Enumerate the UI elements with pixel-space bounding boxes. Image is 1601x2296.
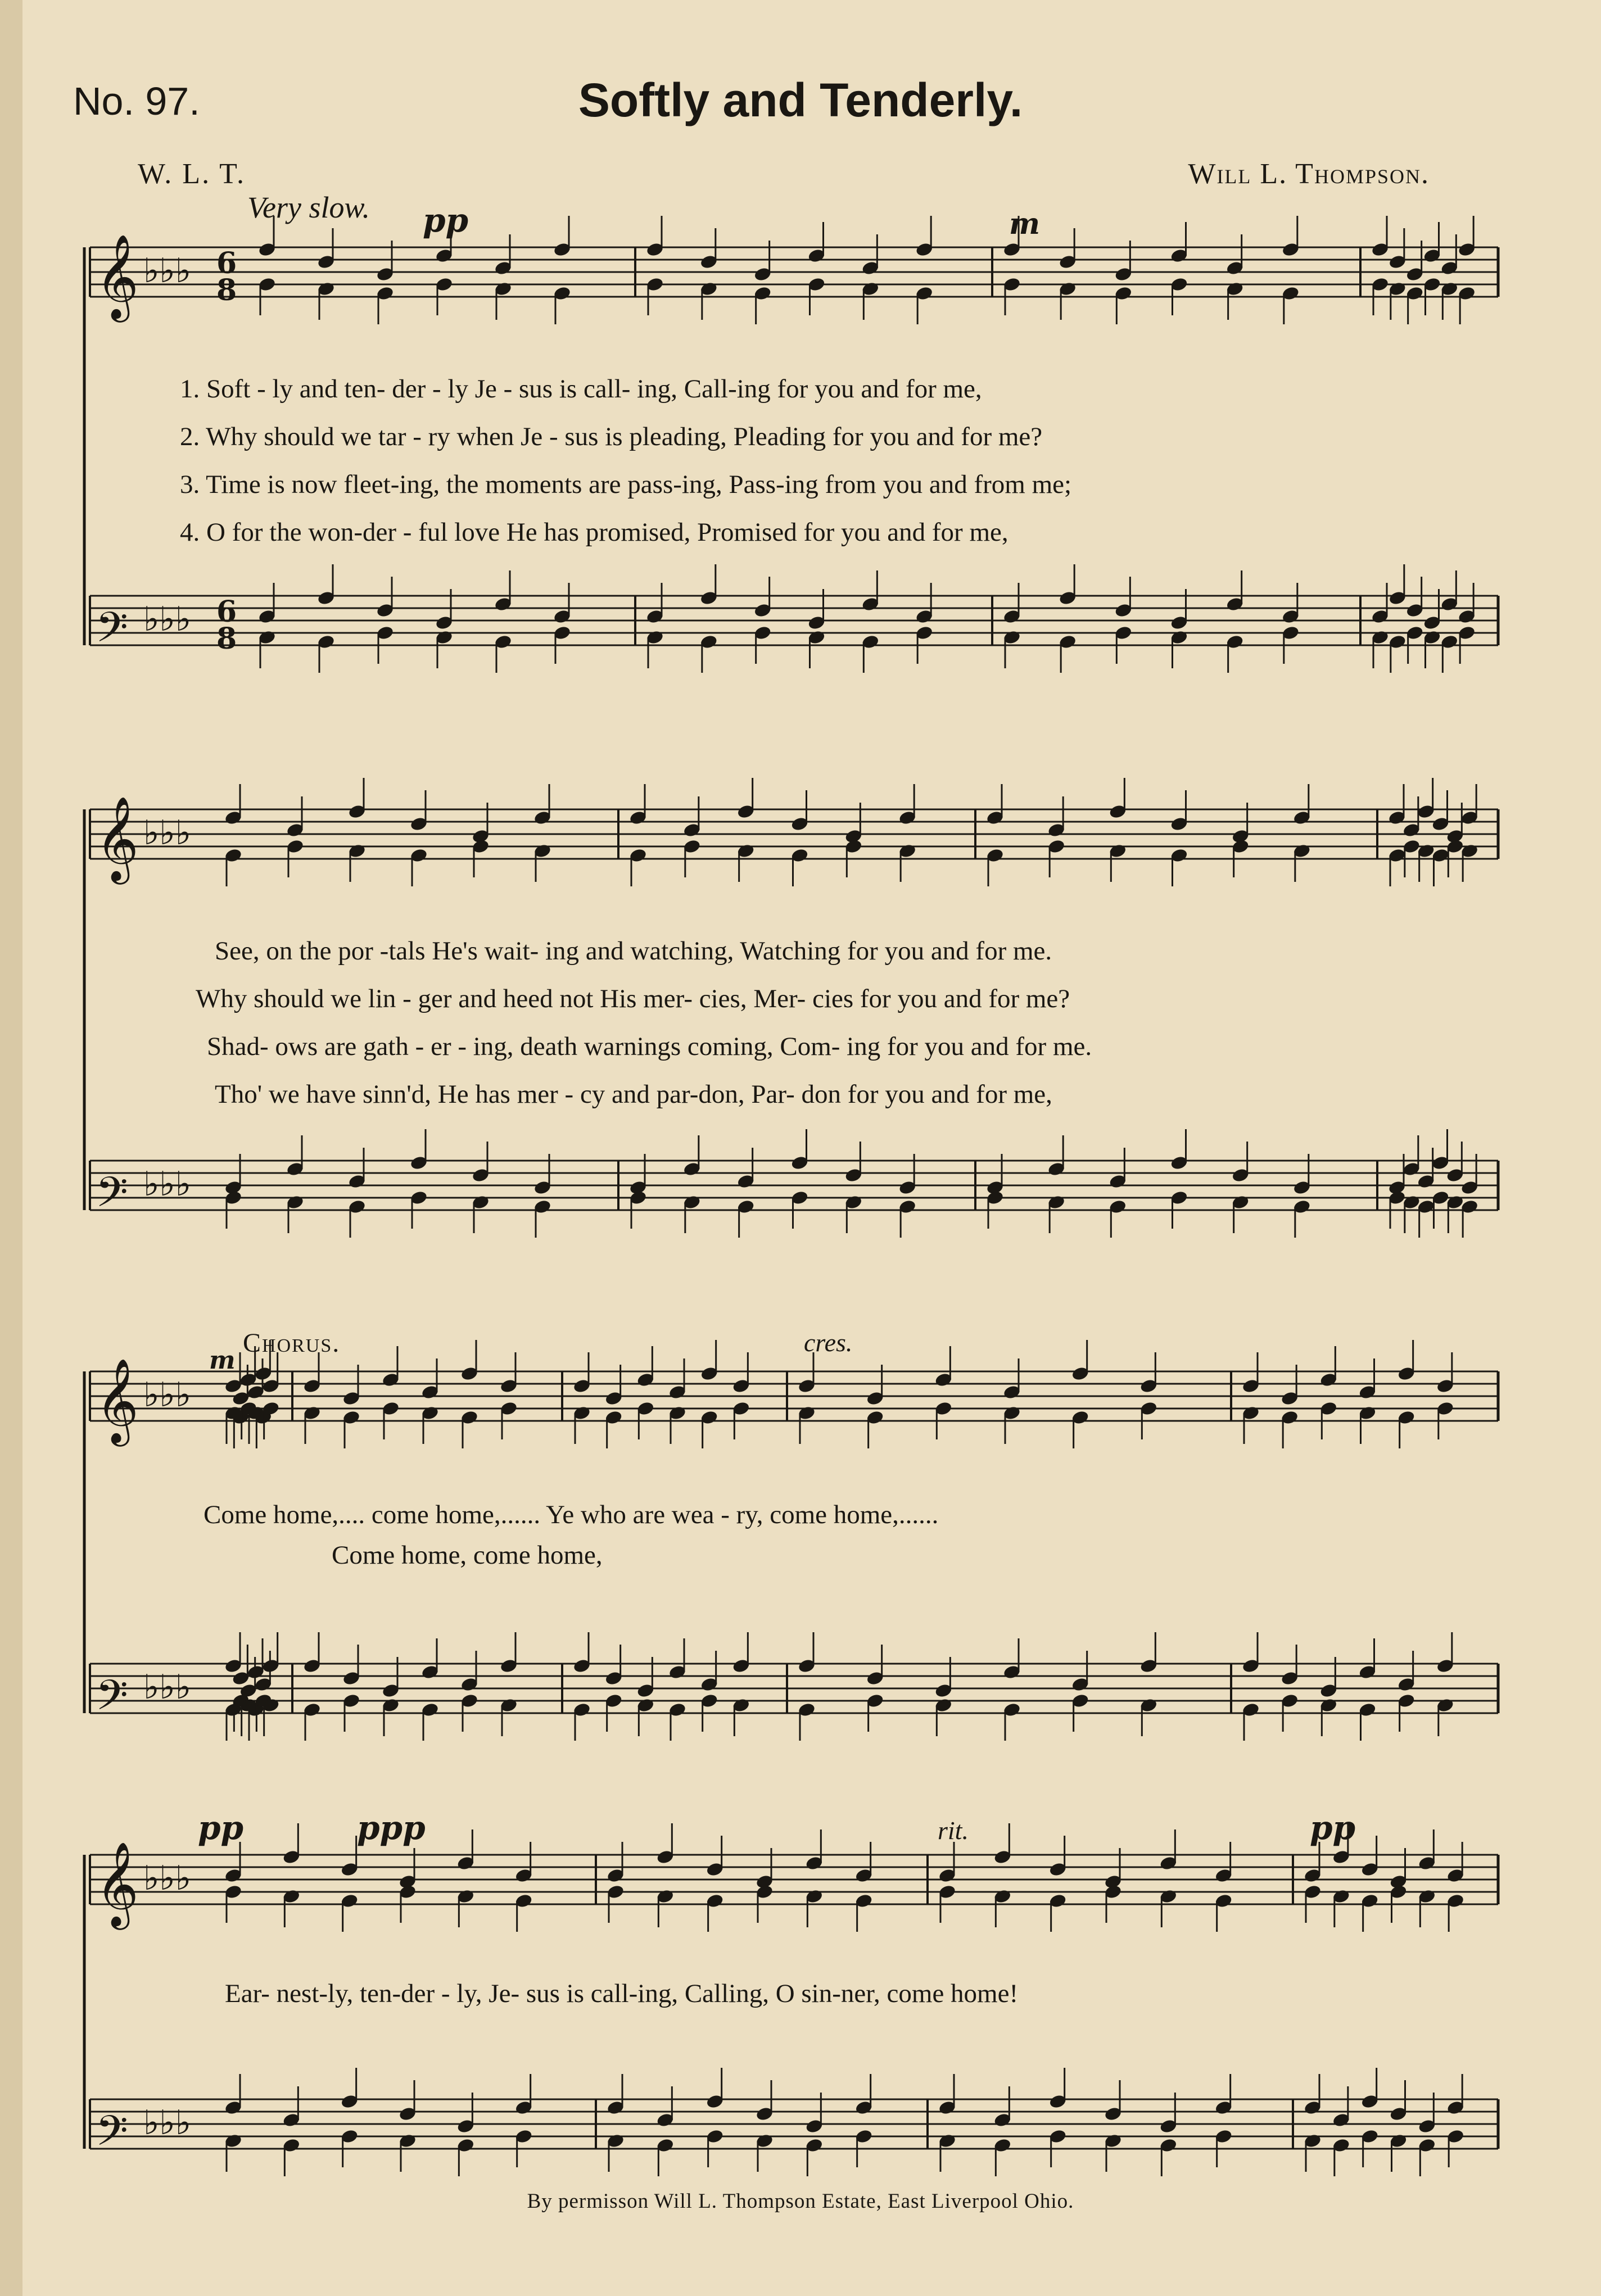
cres-marking: cres. xyxy=(804,1328,853,1357)
dynamic-pp-end: pp xyxy=(1310,1809,1356,1847)
copyright-footer: By permisson Will L. Thompson Estate, East Liverpool Ohio. xyxy=(527,2190,1074,2213)
treble-clef-icon: 𝄞 xyxy=(96,795,139,881)
verse-line: 2. Why should we tar - ry when Je - sus is pleading, Pleading for you and for me? xyxy=(180,422,1043,451)
verse-line: Why should we lin - ger and heed not His mer- cies, Mer- cies for you and for me? xyxy=(196,984,1070,1013)
time-signature-top: 6 xyxy=(216,246,237,280)
treble-clef-icon: 𝄞 xyxy=(96,1357,139,1443)
verse-line: 1. Soft - ly and ten- der - ly Je - sus is call- ing, Call-ing for you and for me, xyxy=(180,374,982,404)
dynamic-m-chorus: m xyxy=(209,1346,236,1375)
key-signature-flats: ♭♭♭ xyxy=(143,2103,191,2143)
treble-clef-icon: 𝄞 xyxy=(96,1841,139,1926)
dynamic-pp-final: pp xyxy=(198,1809,244,1847)
hymn-number: No. 97. xyxy=(73,79,200,123)
composer-name: Will L. Thompson. xyxy=(1188,158,1430,190)
key-signature-flats: ♭♭♭ xyxy=(143,1375,191,1415)
dynamic-ppp: ppp xyxy=(357,1809,426,1847)
key-signature-flats: ♭♭♭ xyxy=(143,600,191,639)
time-signature-bottom: 8 xyxy=(216,622,237,656)
chorus-label: Chorus. xyxy=(243,1328,341,1358)
tempo-marking: Very slow. xyxy=(247,191,370,224)
bass-clef-icon: 𝄢 xyxy=(96,2107,128,2166)
bass-clef-icon: 𝄢 xyxy=(96,1671,128,1730)
key-signature-flats: ♭♭♭ xyxy=(143,1859,191,1898)
verse-line: Shad- ows are gath - er - ing, death warnings coming, Com- ing for you and for me. xyxy=(207,1032,1092,1061)
verse-line: 4. O for the won-der - ful love He has promised, Promised for you and for me, xyxy=(180,518,1008,547)
time-signature-top: 6 xyxy=(216,595,237,629)
time-signature-bottom: 8 xyxy=(216,273,237,307)
hymn-title: Softly and Tenderly. xyxy=(578,74,1023,126)
lyricist-initials: W. L. T. xyxy=(138,158,246,190)
verse-line: 3. Time is now fleet-ing, the moments are pass-ing, Pass-ing from you and from me; xyxy=(180,470,1072,499)
verse-line: See, on the por -tals He's wait- ing and watching, Watching for you and for me. xyxy=(215,936,1052,966)
chorus-lyric: Come home,.... come home,...... Ye who are wea - ry, come home,...... xyxy=(203,1500,939,1529)
verse-line: Tho' we have sinn'd, He has mer - cy and par-don, Par- don for you and for me, xyxy=(215,1080,1052,1109)
bass-clef-icon: 𝄢 xyxy=(96,1168,128,1227)
final-lyric: Ear- nest-ly, ten-der - ly, Je- sus is call-ing, Calling, O sin-ner, come home! xyxy=(225,1979,1019,2008)
key-signature-flats: ♭♭♭ xyxy=(143,1668,191,1707)
dynamic-m: m xyxy=(1009,207,1041,241)
rit-marking: rit. xyxy=(938,1816,969,1845)
treble-clef-icon: 𝄞 xyxy=(96,233,139,319)
key-signature-flats: ♭♭♭ xyxy=(143,813,191,853)
dynamic-pp: pp xyxy=(423,201,469,239)
key-signature-flats: ♭♭♭ xyxy=(143,251,191,291)
chorus-lyric-lower: Come home, come home, xyxy=(332,1541,603,1570)
key-signature-flats: ♭♭♭ xyxy=(143,1165,191,1204)
bass-clef-icon: 𝄢 xyxy=(96,603,128,662)
